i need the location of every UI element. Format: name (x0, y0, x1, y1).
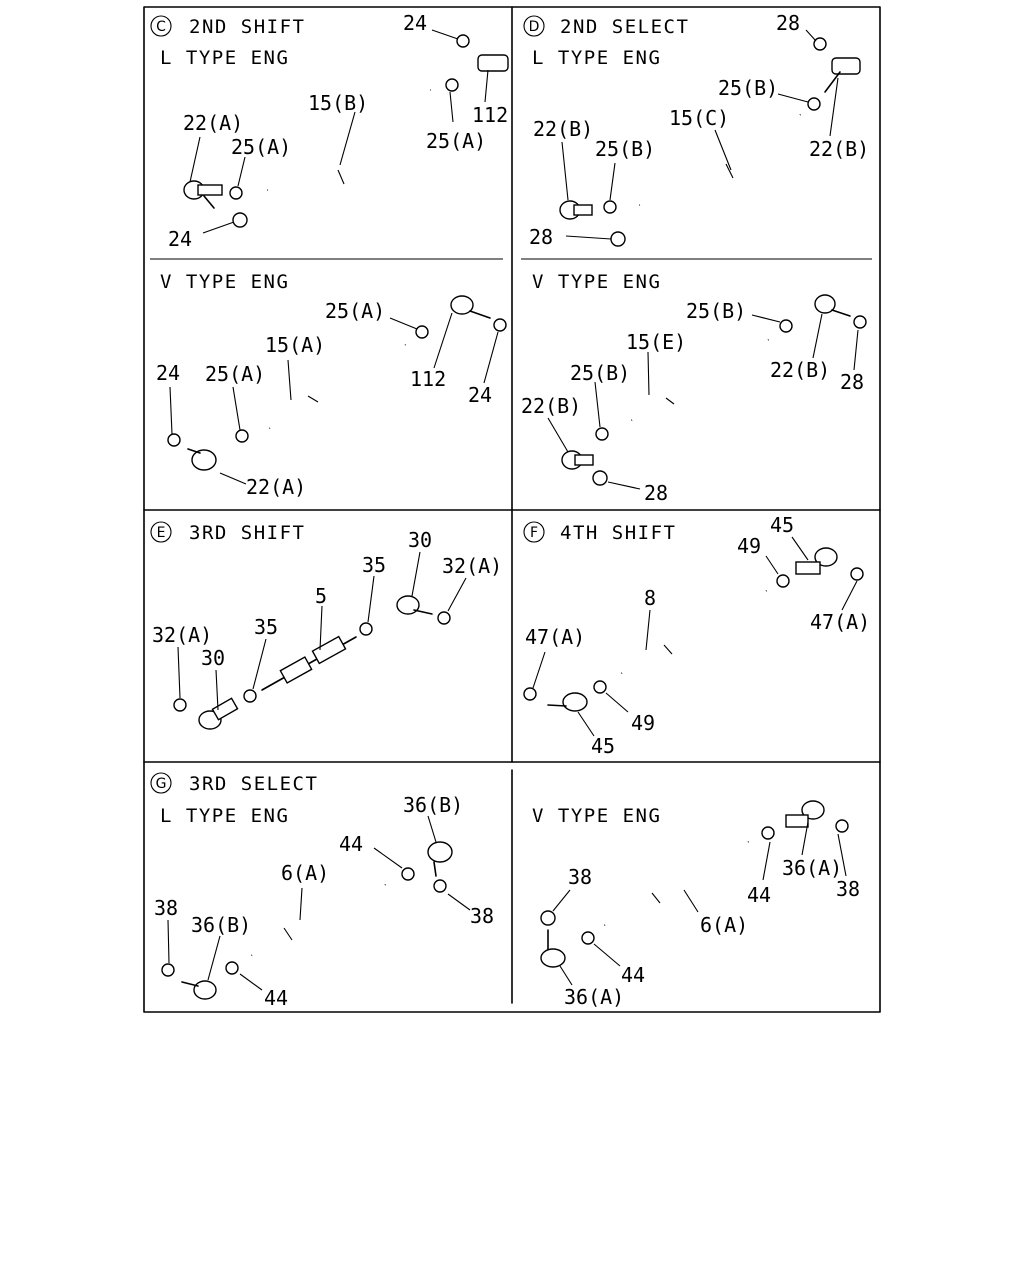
nut-24-v (168, 434, 180, 446)
callout: 6(A) (700, 913, 749, 937)
callout: 47(A) (525, 625, 586, 649)
section-d-l-type: L TYPE ENG (532, 47, 662, 69)
callout: 25(A) (426, 129, 487, 153)
callout: 35 (362, 553, 387, 577)
nut-38-right (434, 880, 446, 892)
section-c-l-type: L TYPE ENG (160, 47, 290, 69)
callout: 22(B) (533, 117, 594, 141)
callout: 25(A) (205, 362, 266, 386)
section-c-v-type: V TYPE ENG (160, 271, 290, 293)
callout: 30 (201, 646, 226, 670)
section-d-letter: D (528, 19, 540, 35)
section-f-header (524, 522, 676, 544)
nut-44-left (226, 962, 238, 974)
nut-35-right (360, 623, 372, 635)
callout: 35 (254, 615, 279, 639)
ball-joint-36b-right (428, 842, 452, 862)
nut-25a-v (236, 430, 248, 442)
callout: 45 (591, 734, 616, 758)
nut-28 (611, 232, 625, 246)
nut-38-left (162, 964, 174, 976)
nut-25b (604, 201, 616, 213)
nut-47a-right (851, 568, 863, 580)
callout: 22(B) (521, 394, 582, 418)
callout: 44 (621, 963, 646, 987)
callout: 25(B) (570, 361, 631, 385)
callout: 36(B) (191, 913, 252, 937)
nut-25b-right (808, 98, 820, 110)
callout: 22(B) (770, 358, 831, 382)
callout: 45 (770, 513, 795, 537)
callout: 28 (840, 370, 865, 394)
nut-25a-right (446, 79, 458, 91)
nut-28-v (593, 471, 607, 485)
section-g-letter: G (155, 776, 167, 792)
callout: 38 (568, 865, 593, 889)
callout: 15(C) (669, 106, 730, 130)
callout: 8 (644, 586, 657, 610)
section-f-title: 4TH SHIFT (560, 522, 677, 544)
callout: 15(A) (265, 333, 326, 357)
ball-joint-36b-left (194, 981, 216, 999)
callout: 38 (154, 896, 179, 920)
g-l-leaders (168, 816, 470, 990)
callout: 49 (737, 534, 762, 558)
callout: 36(A) (564, 985, 625, 1009)
section-d-v-type: V TYPE ENG (532, 271, 662, 293)
callout: 28 (776, 11, 801, 35)
section-d-title: 2ND SELECT (560, 16, 690, 38)
nut-49-right (777, 575, 789, 587)
section-c-title: 2ND SHIFT (189, 16, 306, 38)
d-v-labels (521, 299, 864, 505)
section-e-header (151, 522, 305, 544)
c-v-leaders (170, 313, 498, 484)
callout: 25(A) (325, 299, 386, 323)
callout: 112 (410, 367, 447, 391)
section-c-letter: C (156, 19, 166, 35)
callout: 24 (156, 361, 181, 385)
e-leaders (178, 552, 466, 710)
callout: 44 (747, 883, 772, 907)
nut-28-top (814, 38, 826, 50)
nut-44-v-right (762, 827, 774, 839)
nut-25a (230, 187, 242, 199)
section-f-letter: F (529, 525, 539, 541)
ball-joint-112 (478, 55, 508, 71)
ball-joint-36a-v-left (541, 949, 565, 967)
nut-38-v-left (541, 911, 555, 925)
callout: 24 (468, 383, 493, 407)
callout: 30 (408, 528, 433, 552)
section-g-title: 3RD SELECT (189, 773, 319, 795)
section-e-letter: E (156, 525, 166, 541)
callout: 38 (836, 877, 861, 901)
g-v-leaders (553, 822, 846, 985)
callout: 24 (168, 227, 193, 251)
ball-joint-30-right (397, 596, 419, 614)
callout: 32(A) (152, 623, 213, 647)
ball-joint-22b-right (832, 58, 860, 74)
nut-24-top (457, 35, 469, 47)
callout: 38 (470, 904, 495, 928)
callout: 32(A) (442, 554, 503, 578)
callout: 47(A) (810, 610, 871, 634)
section-g-l-type: L TYPE ENG (160, 805, 290, 827)
nut-49-left (594, 681, 606, 693)
callout: 44 (339, 832, 364, 856)
nut-32a-right (438, 612, 450, 624)
callout: 25(B) (595, 137, 656, 161)
callout: 49 (631, 711, 656, 735)
nut-28-v-right (854, 316, 866, 328)
callout: 36(A) (782, 856, 843, 880)
ball-joint-22a-v (192, 450, 216, 470)
callout: 112 (472, 103, 509, 127)
callout: 44 (264, 986, 289, 1010)
nut-38-v-right (836, 820, 848, 832)
callout: 24 (403, 11, 428, 35)
d-v-leaders (548, 314, 858, 489)
callout: 15(B) (308, 91, 369, 115)
callout: 25(B) (718, 76, 779, 100)
section-g-v-type: V TYPE ENG (532, 805, 662, 827)
callout: 25(B) (686, 299, 747, 323)
callout: 22(A) (183, 111, 244, 135)
nut-25a-v-right (416, 326, 428, 338)
callout: 36(B) (403, 793, 464, 817)
callout: 15(E) (626, 330, 687, 354)
nut-25b-v-right (780, 320, 792, 332)
callout: 6(A) (281, 861, 330, 885)
nut-47a-left (524, 688, 536, 700)
callout: 28 (644, 481, 669, 505)
nut-25b-v (596, 428, 608, 440)
callout: 28 (529, 225, 554, 249)
callout: 22(B) (809, 137, 870, 161)
g-v-labels (564, 856, 860, 1009)
callout: 22(A) (246, 475, 307, 499)
nut-44-right (402, 868, 414, 880)
nut-24 (233, 213, 247, 227)
callout: 25(A) (231, 135, 292, 159)
nut-44-v-left (582, 932, 594, 944)
nut-24-v-right (494, 319, 506, 331)
callout: 5 (315, 584, 328, 608)
nut-35-left (244, 690, 256, 702)
nut-32a-left (174, 699, 186, 711)
ball-joint-45-left (563, 693, 587, 711)
section-e-title: 3RD SHIFT (189, 522, 306, 544)
